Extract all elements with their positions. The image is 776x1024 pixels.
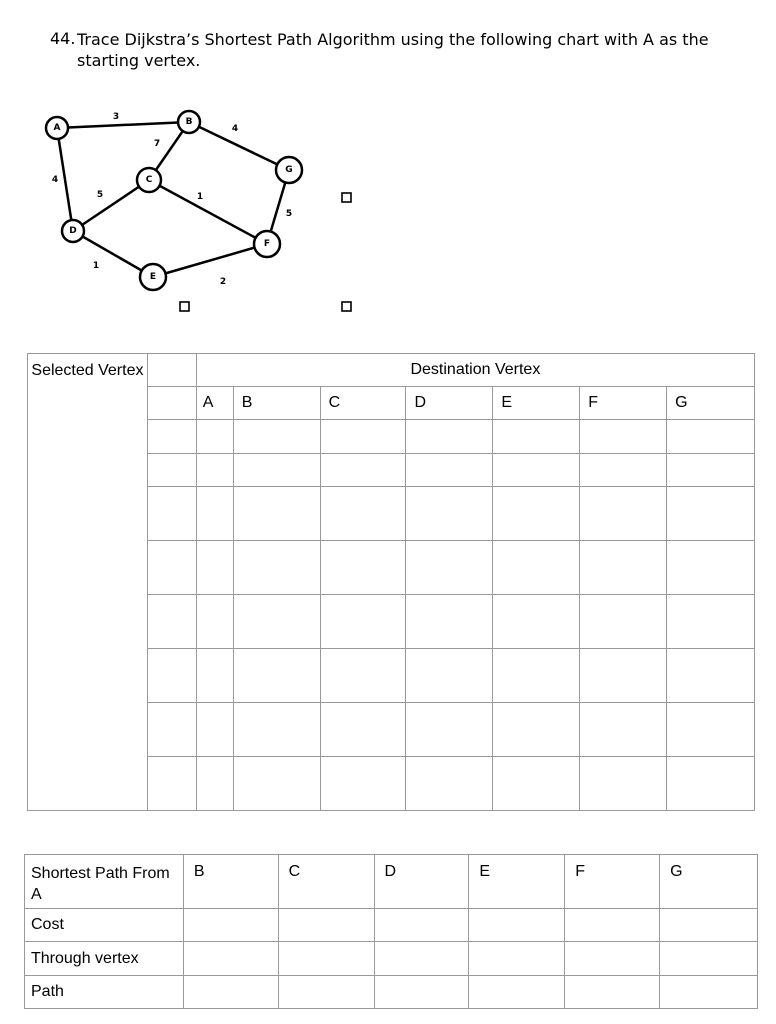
edge-B-G bbox=[189, 122, 289, 170]
row-label-cost: Cost bbox=[25, 909, 184, 942]
question-number: 44. bbox=[50, 29, 76, 48]
edge-A-D bbox=[57, 128, 73, 231]
svg-text:D: D bbox=[69, 226, 77, 236]
weight-F-G: 5 bbox=[285, 209, 293, 219]
node-E bbox=[140, 264, 166, 290]
node-D bbox=[62, 220, 84, 242]
weight-B-G: 4 bbox=[231, 124, 239, 134]
trace-col-B: B bbox=[233, 387, 320, 420]
shortest-path-header: Shortest Path From A bbox=[25, 855, 184, 909]
weight-A-D: 4 bbox=[51, 175, 59, 185]
svg-text:A: A bbox=[53, 123, 61, 133]
summary-col-D: D bbox=[374, 855, 469, 909]
selected-vertex-header: Selected Vertex bbox=[28, 354, 148, 811]
summary-col-G: G bbox=[660, 855, 758, 909]
shortest-path-summary-table bbox=[24, 854, 758, 1009]
trace-col-D: D bbox=[406, 387, 493, 420]
weight-E-F: 2 bbox=[219, 277, 227, 287]
weighted-graph-diagram bbox=[0, 0, 776, 340]
edge-C-D bbox=[73, 180, 149, 231]
summary-col-F: F bbox=[565, 855, 660, 909]
node-A bbox=[46, 117, 68, 139]
trace-col-E: E bbox=[493, 387, 580, 420]
weight-A-B: 3 bbox=[112, 112, 120, 122]
svg-text:B: B bbox=[185, 117, 193, 127]
weight-B-C: 7 bbox=[153, 139, 161, 149]
row-label-path: Path bbox=[25, 976, 184, 1009]
svg-text:G: G bbox=[285, 165, 293, 175]
node-F bbox=[254, 231, 280, 257]
svg-text:E: E bbox=[149, 272, 157, 282]
question-text: Trace Dijkstra’s Shortest Path Algorithm using the following chart with A as the starting vertex. bbox=[77, 30, 709, 70]
node-B bbox=[178, 111, 200, 133]
summary-col-B: B bbox=[183, 855, 278, 909]
weight-C-D: 5 bbox=[96, 190, 104, 200]
edge-C-F bbox=[149, 180, 267, 244]
node-G bbox=[276, 157, 302, 183]
trace-col-F: F bbox=[580, 387, 667, 420]
checkbox-square-2 bbox=[180, 302, 189, 311]
summary-col-C: C bbox=[278, 855, 374, 909]
node-C bbox=[137, 168, 161, 192]
destination-vertex-header: Destination Vertex bbox=[196, 354, 754, 387]
trace-col-A: A bbox=[196, 387, 233, 420]
svg-text:C: C bbox=[145, 175, 153, 185]
summary-col-E: E bbox=[469, 855, 565, 909]
row-label-through-vertex: Through vertex bbox=[25, 942, 184, 976]
dijkstra-trace-table bbox=[27, 353, 755, 811]
checkbox-square-1 bbox=[342, 193, 351, 202]
edge-E-F bbox=[153, 244, 267, 277]
trace-col-C: C bbox=[320, 387, 406, 420]
trace-col-G: G bbox=[667, 387, 755, 420]
svg-text:F: F bbox=[263, 239, 271, 249]
checkbox-square-3 bbox=[342, 302, 351, 311]
weight-C-F: 1 bbox=[196, 192, 204, 202]
weight-D-E: 1 bbox=[92, 261, 100, 271]
edge-A-B bbox=[57, 122, 189, 128]
